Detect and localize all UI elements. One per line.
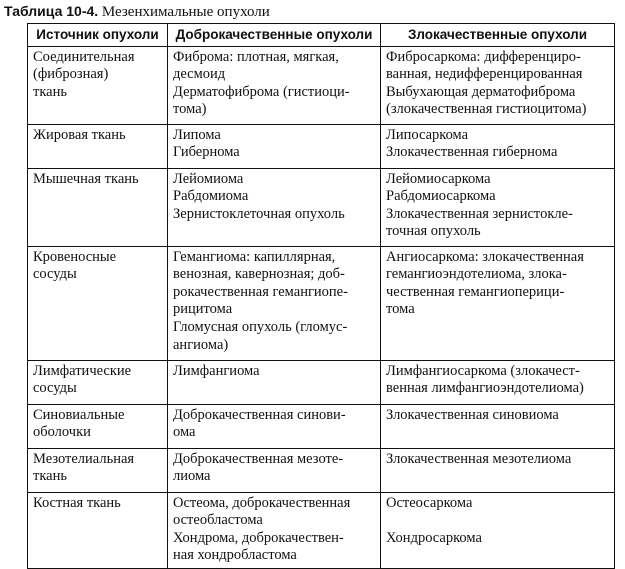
cell-line: Лейомиосаркома	[386, 170, 491, 187]
source-cell	[28, 360, 168, 404]
cell-line: Гемангиома: капиллярная,	[173, 248, 336, 265]
benign-cell	[168, 168, 381, 246]
cell-line: ная хондробластома	[173, 547, 297, 564]
cell-line: Мышечная ткань	[33, 170, 139, 187]
table-caption-label: Таблица 10-4.	[4, 3, 99, 19]
benign-cell	[168, 246, 381, 360]
table-caption-title: Мезенхимальные опухоли	[101, 4, 270, 20]
cell-line: сосуды	[33, 266, 77, 283]
cell-line: Лимфангиома	[173, 362, 260, 379]
table-row	[28, 360, 615, 404]
cell-line: Гломусная опухоль (гломус-	[173, 318, 348, 335]
cell-line: Хондрома, доброкачествен-	[173, 529, 344, 546]
cell-line: Рабдомиосаркома	[386, 188, 496, 205]
benign-cell	[168, 360, 381, 404]
cell-line: ткань	[33, 468, 67, 485]
cell-line: Злокачественная синовиома	[386, 406, 559, 423]
source-cell	[28, 124, 168, 168]
cell-line: Рабдомиома	[173, 188, 249, 205]
cell-line: ванная, недифференцированная	[386, 66, 583, 83]
cell-line: Доброкачественная синови-	[173, 406, 346, 423]
cell-line: Хондросаркома	[386, 529, 482, 546]
cell-line: Гибернома	[173, 144, 240, 161]
cell-line: сосуды	[33, 380, 77, 397]
malignant-cell	[381, 404, 615, 448]
cell-line: тома)	[173, 101, 207, 118]
cell-line: Остеома, доброкачественная	[173, 494, 351, 511]
malignant-cell	[381, 168, 615, 246]
cell-line: тома	[386, 301, 415, 318]
malignant-cell	[381, 492, 615, 568]
cell-line: Злокачественная гибернома	[386, 144, 558, 161]
cell-spacer	[386, 512, 609, 530]
cell-line: венозная, кавернозная; доб-	[173, 266, 345, 283]
source-cell	[28, 46, 168, 124]
benign-cell	[168, 448, 381, 492]
header-source: Источник опухоли	[28, 24, 168, 47]
cell-line: (фиброзная)	[33, 66, 109, 83]
benign-cell	[168, 124, 381, 168]
source-cell	[28, 448, 168, 492]
table-caption	[4, 2, 270, 21]
table-row	[28, 448, 615, 492]
source-cell	[28, 246, 168, 360]
cell-line: Кровеносные	[33, 248, 117, 265]
cell-line: Жировая ткань	[33, 126, 126, 143]
source-cell	[28, 168, 168, 246]
cell-line: Выбухающая дерматофиброма	[386, 83, 576, 100]
header-row	[28, 24, 615, 47]
table-row	[28, 168, 615, 246]
cell-line: венная лимфангиоэндотелиома)	[386, 380, 584, 397]
cell-line: рицитома	[173, 301, 233, 318]
cell-line: чественная гемангиоперици-	[386, 283, 565, 300]
cell-line: гемангиоэндотелиома, злока-	[386, 266, 567, 283]
cell-line: Остеосаркома	[386, 494, 473, 511]
table-row	[28, 492, 615, 568]
cell-line: Фибросаркома: дифференциро-	[386, 48, 581, 65]
cell-line: Дерматофиброма (гистиоци-	[173, 83, 350, 100]
cell-line: Лейомиома	[173, 170, 244, 187]
cell-line: Мезотелиальная	[33, 450, 135, 467]
source-cell	[28, 492, 168, 568]
cell-line: (злокачественная гистиоцитома)	[386, 101, 587, 118]
cell-line: Доброкачественная мезоте-	[173, 450, 344, 467]
cell-line: рокачественная гемангиопе-	[173, 283, 348, 300]
cell-line: Злокачественная зернистокле-	[386, 205, 573, 222]
cell-line: десмоид	[173, 66, 226, 83]
benign-cell	[168, 404, 381, 448]
cell-line: Липосаркома	[386, 126, 469, 143]
benign-cell	[168, 492, 381, 568]
malignant-cell	[381, 46, 615, 124]
cell-line: Зернистоклеточная опухоль	[173, 205, 345, 222]
header-benign: Доброкачественные опухоли	[168, 24, 381, 47]
cell-line: Лимфангиосаркома (злокачест-	[386, 362, 580, 379]
source-cell	[28, 404, 168, 448]
cell-line: Соединительная	[33, 48, 135, 65]
cell-line: Костная ткань	[33, 494, 121, 511]
cell-line: точная опухоль	[386, 223, 481, 240]
table-row	[28, 46, 615, 124]
cell-line: ангиома)	[173, 336, 229, 353]
cell-line: Лимфатические	[33, 362, 132, 379]
malignant-cell	[381, 360, 615, 404]
header-malignant: Злокачественные опухоли	[381, 24, 615, 47]
cell-line: лиома	[173, 468, 211, 485]
cell-line: Ангиосаркома: злокачественная	[386, 248, 584, 265]
malignant-cell	[381, 246, 615, 360]
cell-line: Липома	[173, 126, 221, 143]
cell-line: Синовиальные	[33, 406, 125, 423]
cell-line: оболочки	[33, 424, 91, 441]
table-row	[28, 404, 615, 448]
malignant-cell	[381, 448, 615, 492]
cell-line: ома	[173, 424, 196, 441]
cell-line: ткань	[33, 83, 67, 100]
table-row	[28, 124, 615, 168]
tumor-table	[27, 23, 615, 569]
cell-line: Злокачественная мезотелиома	[386, 450, 572, 467]
malignant-cell	[381, 124, 615, 168]
cell-line: остеобластома	[173, 512, 263, 529]
cell-line: Фиброма: плотная, мягкая,	[173, 48, 339, 65]
table-row	[28, 246, 615, 360]
benign-cell	[168, 46, 381, 124]
